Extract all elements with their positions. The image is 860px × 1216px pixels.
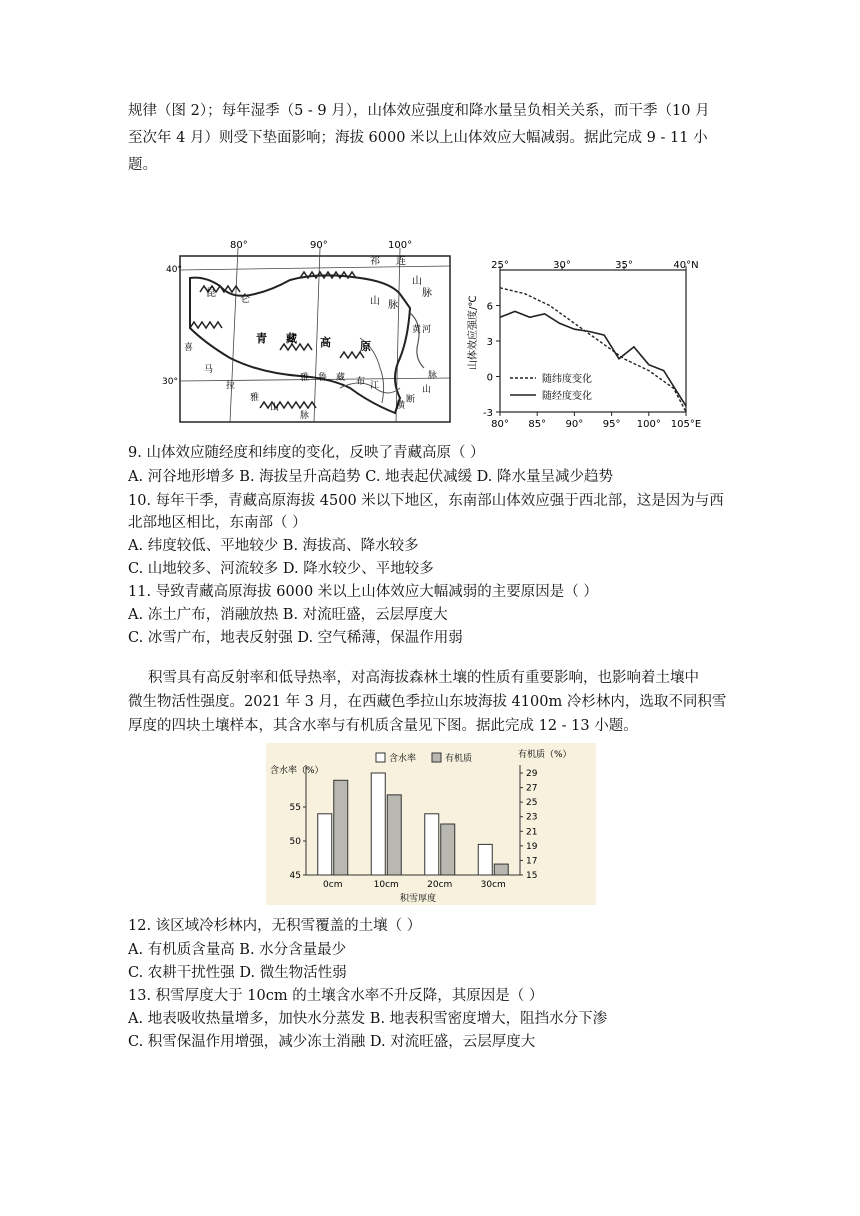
c1-ytick-label: 6 xyxy=(486,301,493,313)
c1-legend-lat: 随纬度变化 xyxy=(542,374,592,385)
q11-options-1: A. 冻土广布，消融放热 B. 对流旺盛，云层厚度大 xyxy=(128,607,448,623)
map-label-gao: 高 xyxy=(320,336,331,349)
c2-bar-organic xyxy=(387,795,401,875)
q11-stem: 11. 导致青藏高原海拔 6000 米以上山体效应大幅减弱的主要原因是（ ） xyxy=(128,584,598,600)
lat-label-40: 40° xyxy=(166,265,182,275)
c1-ytick-label: -3 xyxy=(483,408,493,419)
map-label-mai2: 脉 xyxy=(388,300,398,311)
c2-category-label: 20cm xyxy=(427,880,453,890)
c2-legend-water: 含水率 xyxy=(389,754,417,764)
q13-options-2: C. 积雪保温作用增强，减少冻土消融 D. 对流旺盛，云层厚度大 xyxy=(128,1034,536,1050)
c2-right-tick-label: 19 xyxy=(526,841,538,852)
c1-series-latitude xyxy=(500,288,686,412)
c1-legend-lon: 随经度变化 xyxy=(542,391,592,402)
map-label-zang: 藏 xyxy=(286,332,297,345)
q13-stem: 13. 积雪厚度大于 10cm 的土壤含水率不升反降，其原因是（ ） xyxy=(128,988,544,1004)
c2-right-tick-label: 25 xyxy=(526,798,538,809)
c1-xtick-label: 100° xyxy=(636,419,661,430)
map-label-qing: 青 xyxy=(256,332,267,345)
map-label-yarlung-bu: 布 xyxy=(356,377,366,387)
c2-category-label: 0cm xyxy=(323,880,343,890)
map-label-yarlung-ya: 雅 xyxy=(300,373,310,383)
q12-options-1: A. 有机质含量高 B. 水分含量最少 xyxy=(128,942,347,958)
c1-ytick-label: 3 xyxy=(486,337,493,348)
c2-right-axis-label: 有机质（%） xyxy=(518,750,572,760)
map-label-hd-shan: 山 xyxy=(422,385,432,395)
map-label-shan1: 山 xyxy=(412,276,422,287)
c2-bar-water xyxy=(371,773,385,875)
c2-left-axis-label: 含水率（%） xyxy=(270,766,324,776)
map-label-lun: 仑 xyxy=(240,294,250,305)
lon-label-90: 90° xyxy=(310,240,328,251)
c1-ylabel: 山体效应强度/℃ xyxy=(468,295,479,370)
c2-right-tick-label: 17 xyxy=(526,856,538,867)
c2-left-tick-label: 45 xyxy=(289,871,301,881)
map-label-shan2: 山 xyxy=(370,296,380,307)
c1-top-tick-label: 25° xyxy=(491,260,509,271)
c2-bar-water xyxy=(425,814,439,875)
c2-bar-organic xyxy=(494,864,508,875)
passage2-line-2: 微生物活性强度。2021 年 3 月，在西藏色季拉山东坡海拔 4100m 冷杉林内，选取不同积雪 xyxy=(128,694,727,710)
c1-xtick-label: 90° xyxy=(565,419,584,430)
c2-bar-organic xyxy=(334,780,348,875)
q10-stem-cont: 北部地区相比，东南部（ ） xyxy=(128,515,307,531)
map-label-yarlung-zang: 藏 xyxy=(336,373,346,383)
map-label-hima-ya: 雅 xyxy=(250,393,260,403)
map-label-kun: 昆 xyxy=(206,288,216,299)
c2-bar-water xyxy=(318,814,332,875)
passage2-line-1: 积雪具有高反射率和低导热率，对高海拔森林土壤的性质有重要影响，也影响着土壤中 xyxy=(148,670,699,686)
c1-top-tick-label: 40°N xyxy=(673,260,699,271)
map-label-hd-mai: 脉 xyxy=(428,371,438,381)
c1-plot-frame xyxy=(500,270,686,412)
q10-stem: 10. 每年干季，青藏高原海拔 4500 米以下地区，东南部山体效应强于西北部，这是因为与西 xyxy=(128,493,724,509)
map-label-hima-ma: 马 xyxy=(204,365,214,375)
c2-legend-organic: 有机质 xyxy=(445,754,473,764)
map-label-hima-mai: 脉 xyxy=(300,411,310,421)
mountain-effect-chart xyxy=(466,260,716,430)
intro-line-2: 至次年 4 月）则受下垫面影响；海拔 6000 米以上山体效应大幅减弱。据此完成 9 - 11 小 xyxy=(128,130,708,146)
c1-xtick-label: 85° xyxy=(528,419,547,430)
c2-left-tick-label: 55 xyxy=(289,803,301,813)
map-label-lian: 连 xyxy=(396,256,406,267)
c2-left-tick-label: 50 xyxy=(289,837,301,847)
c1-xtick-label: 80° xyxy=(491,419,509,430)
map-label-hima-xi: 喜 xyxy=(184,343,194,353)
intro-line-1: 规律（图 2）；每年湿季（5 - 9 月），山体效应强度和降水量呈负相关关系，而干季（10 月 xyxy=(128,103,710,119)
map-label-mai1: 脉 xyxy=(422,288,432,299)
c2-legend-water-swatch xyxy=(376,753,385,762)
map-label-yarlung-jiang: 江 xyxy=(370,381,380,391)
c1-top-tick-label: 35° xyxy=(615,260,633,271)
c2-category-label: 30cm xyxy=(480,880,506,890)
q11-options-2: C. 冰雪广布，地表反射强 D. 空气稀薄，保温作用弱 xyxy=(128,630,463,646)
q9-stem: 9. 山体效应随经度和纬度的变化，反映了青藏高原（ ） xyxy=(128,445,485,461)
q12-stem: 12. 该区域冷杉林内，无积雪覆盖的土壤（ ） xyxy=(128,918,422,934)
c2-legend-organic-swatch xyxy=(432,753,441,762)
c2-right-tick-label: 29 xyxy=(526,769,538,779)
c1-xtick-label: 95° xyxy=(602,419,621,430)
map-label-huang: 黄 xyxy=(412,325,422,335)
passage2-line-3: 厚度的四块土壤样本，其含水率与有机质含量见下图。据此完成 12 - 13 小题。 xyxy=(128,718,638,734)
lon-label-80: 80° xyxy=(230,240,248,251)
map-label-hd-duan: 断 xyxy=(406,395,416,405)
map-label-qi: 祁 xyxy=(370,256,380,267)
c1-top-tick-label: 30° xyxy=(553,260,571,271)
q9-options: A. 河谷地形增多 B. 海拔呈升高趋势 C. 地表起伏减缓 D. 降水量呈减少趋势 xyxy=(128,469,614,485)
qinghai-tibet-map xyxy=(160,238,460,428)
map-label-yarlung-lu: 鲁 xyxy=(318,373,328,383)
c1-xtick-label: 105°E xyxy=(670,419,702,430)
map-label-he: 河 xyxy=(422,325,432,335)
q10-options-1: A. 纬度较低、平地较少 B. 海拔高、降水较多 xyxy=(128,538,419,554)
lat-label-30: 30° xyxy=(162,377,178,387)
map-label-hd-heng: 横 xyxy=(396,401,406,411)
q13-options-1: A. 地表吸收热量增多，加快水分蒸发 B. 地表积雪密度增大，阻挡水分下渗 xyxy=(128,1011,608,1027)
c2-right-tick-label: 27 xyxy=(526,783,538,794)
lon-label-100: 100° xyxy=(388,240,413,251)
c2-bar-water xyxy=(478,844,492,875)
c2-bar-organic xyxy=(441,824,455,875)
c2-right-tick-label: 21 xyxy=(526,827,538,838)
c1-ytick-label: 0 xyxy=(486,372,493,384)
q10-options-2: C. 山地较多、河流较多 D. 降水较少、平地较多 xyxy=(128,561,434,577)
map-label-hima-la: 拉 xyxy=(226,381,236,391)
c1-series-longitude xyxy=(500,311,686,406)
snow-soil-bar-chart xyxy=(266,743,596,905)
c2-right-tick-label: 15 xyxy=(526,871,538,881)
c2-xlabel: 积雪厚度 xyxy=(400,894,437,904)
c2-right-tick-label: 23 xyxy=(526,812,538,823)
c2-category-label: 10cm xyxy=(373,880,399,890)
map-label-hima-shan: 山 xyxy=(270,403,280,413)
map-label-yuan: 原 xyxy=(360,340,371,353)
q12-options-2: C. 农耕干扰性强 D. 微生物活性弱 xyxy=(128,965,347,981)
intro-line-3: 题。 xyxy=(128,157,157,173)
